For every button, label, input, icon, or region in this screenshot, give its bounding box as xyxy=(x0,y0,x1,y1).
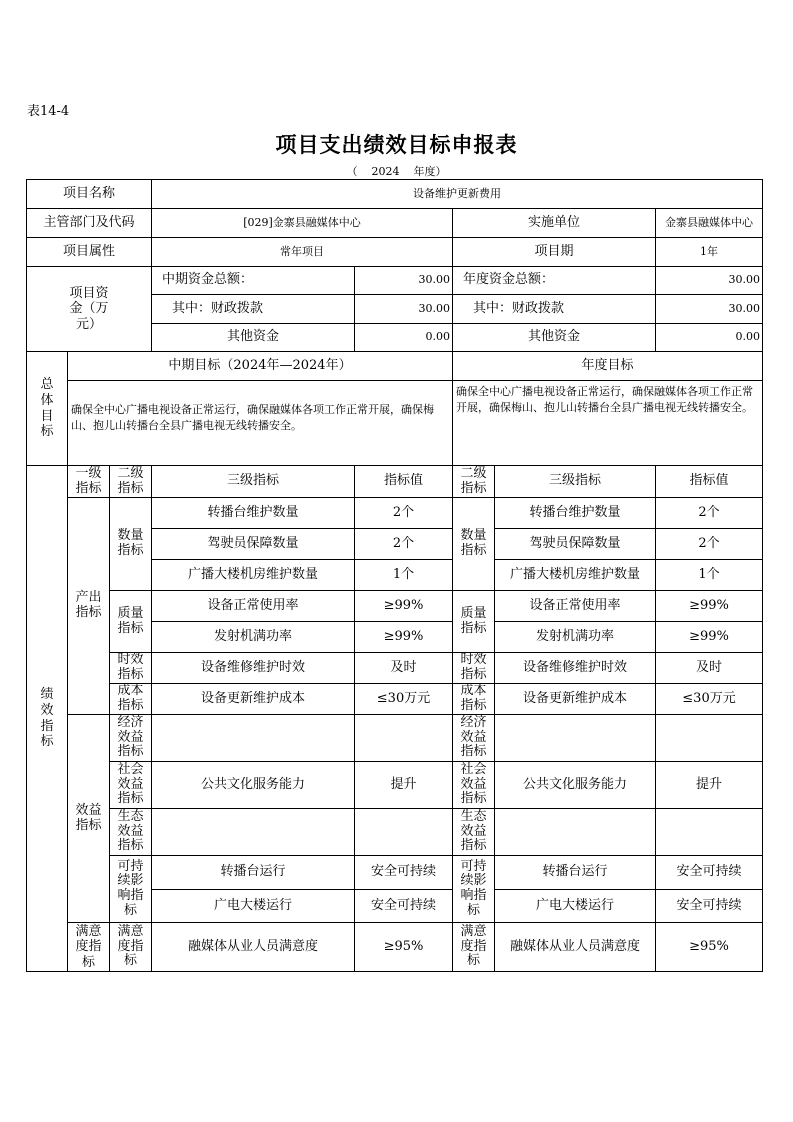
annual-goal-header: 年度目标 xyxy=(452,351,763,381)
level2-sustainable-text: 可持续影响指标 xyxy=(117,858,144,918)
level2-social-text: 社会效益指标 xyxy=(117,762,144,807)
header-level2 xyxy=(109,465,152,498)
page-title: 项目支出绩效目标申报表 xyxy=(275,133,518,157)
indicator-name: 公共文化服务能力 xyxy=(151,761,355,809)
indicator-name xyxy=(151,808,355,856)
indicator-value: ≥95% xyxy=(354,922,453,972)
goals-label-text: 总体目标 xyxy=(40,377,54,440)
annual-level2-ecological-text: 生态效益指标 xyxy=(460,809,487,854)
indicator-value: 安全可持续 xyxy=(354,889,453,923)
subtitle-suffix: 年度） xyxy=(413,165,447,178)
subtitle-year: 2024 xyxy=(371,165,400,178)
annual-level2-quantity xyxy=(452,497,495,591)
indicator-name: 转播台运行 xyxy=(151,855,355,890)
level2-economic xyxy=(109,714,152,762)
annual-indicator-value: 1个 xyxy=(655,559,763,591)
level1-output-text: 产出指标 xyxy=(75,590,102,620)
annual-indicator-name: 驾驶员保障数量 xyxy=(494,528,656,560)
level1-satisfaction xyxy=(67,922,110,972)
level2-quality-text: 质量指标 xyxy=(117,605,144,636)
annual-indicator-value: ≥99% xyxy=(655,621,763,653)
indicator-value: 2个 xyxy=(354,497,453,529)
annual-level2-satisfaction xyxy=(452,922,495,972)
level2-timeliness-text: 时效指标 xyxy=(117,652,144,682)
header-level1-text: 一级指标 xyxy=(75,465,102,496)
annual-indicator-value: 及时 xyxy=(655,652,763,684)
indicator-name xyxy=(151,714,355,762)
header-level3: 三级指标 xyxy=(151,465,355,498)
annual-level2-ecological xyxy=(452,808,495,856)
annual-indicator-name: 发射机满功率 xyxy=(494,621,656,653)
annual-indicator-name: 设备正常使用率 xyxy=(494,590,656,622)
year-other-value: 0.00 xyxy=(655,323,763,352)
annual-level2-social xyxy=(452,761,495,809)
annual-indicator-value: ≤30万元 xyxy=(655,683,763,715)
annual-level2-economic-text: 经济效益指标 xyxy=(460,715,487,760)
level2-ecological-text: 生态效益指标 xyxy=(117,809,144,854)
level2-ecological xyxy=(109,808,152,856)
indicator-value: ≥99% xyxy=(354,621,453,653)
indicator-value: ≤30万元 xyxy=(354,683,453,715)
indicator-value: ≥99% xyxy=(354,590,453,622)
annual-indicator-value xyxy=(655,714,763,762)
header-level2-text: 二级指标 xyxy=(117,465,144,496)
annual-indicator-name: 转播台维护数量 xyxy=(494,497,656,529)
annual-indicator-name: 设备更新维护成本 xyxy=(494,683,656,715)
annual-level2-quality-text: 质量指标 xyxy=(460,605,487,636)
mid-other-label: 其他资金 xyxy=(151,323,355,352)
mid-goal-header: 中期目标（2024年—2024年） xyxy=(67,351,453,381)
annual-indicator-name: 广播大楼机房维护数量 xyxy=(494,559,656,591)
form-code: 表14-4 xyxy=(27,104,70,119)
annual-indicator-name: 公共文化服务能力 xyxy=(494,761,656,809)
indicator-name: 设备维修维护时效 xyxy=(151,652,355,684)
project-name-label: 项目名称 xyxy=(26,179,152,209)
period-value: 1年 xyxy=(655,237,763,267)
level1-satisfaction-text: 满意度指标 xyxy=(75,923,102,970)
annual-level2-timeliness xyxy=(452,652,495,684)
indicator-name: 设备正常使用率 xyxy=(151,590,355,622)
indicator-name: 设备更新维护成本 xyxy=(151,683,355,715)
mid-fiscal-label: 其中：财政拨款 xyxy=(151,294,355,324)
indicator-name: 广电大楼运行 xyxy=(151,889,355,923)
annual-indicator-value: 2个 xyxy=(655,497,763,529)
indicator-name: 转播台维护数量 xyxy=(151,497,355,529)
indicator-name: 发射机满功率 xyxy=(151,621,355,653)
annual-indicator-value: ≥95% xyxy=(655,922,763,972)
impl-label: 实施单位 xyxy=(452,208,656,238)
funds-label-text: 项目资金（万元） xyxy=(69,285,109,332)
indicator-name: 驾驶员保障数量 xyxy=(151,528,355,560)
annual-indicator-name xyxy=(494,714,656,762)
indicator-value: 安全可持续 xyxy=(354,855,453,890)
level2-quality xyxy=(109,590,152,653)
level2-satisfaction-text: 满意度指标 xyxy=(117,924,144,969)
year-total-value: 30.00 xyxy=(655,266,763,295)
level2-quantity xyxy=(109,497,152,591)
level2-quantity-text: 数量指标 xyxy=(117,528,144,558)
annual-level2-sustainable-text: 可持续影响指标 xyxy=(460,858,487,918)
indicator-name: 融媒体从业人员满意度 xyxy=(151,922,355,972)
annual-level2-social-text: 社会效益指标 xyxy=(460,762,487,807)
indicator-value xyxy=(354,808,453,856)
level2-cost-text: 成本指标 xyxy=(117,683,144,713)
annual-level2-cost-text: 成本指标 xyxy=(460,683,487,713)
annual-level2-cost xyxy=(452,683,495,715)
year-total-label: 年度资金总额： xyxy=(452,266,656,295)
indicator-value: 提升 xyxy=(354,761,453,809)
annual-indicator-name: 广电大楼运行 xyxy=(494,889,656,923)
header-value-annual: 指标值 xyxy=(655,465,763,498)
annual-indicator-value: ≥99% xyxy=(655,590,763,622)
annual-indicator-name: 融媒体从业人员满意度 xyxy=(494,922,656,972)
mid-fiscal-value: 30.00 xyxy=(354,294,453,324)
performance-target-form xyxy=(26,179,763,972)
level1-output xyxy=(67,497,110,715)
header-level3-annual: 三级指标 xyxy=(494,465,656,498)
dept-value: [029]金寨县融媒体中心 xyxy=(151,208,453,238)
header-level2-annual-text: 二级指标 xyxy=(460,465,487,496)
year-fiscal-value: 30.00 xyxy=(655,294,763,324)
attr-label: 项目属性 xyxy=(26,237,152,267)
funds-label xyxy=(26,266,152,352)
mid-total-label: 中期资金总额： xyxy=(151,266,355,295)
attr-value: 常年项目 xyxy=(151,237,453,267)
indicator-value: 2个 xyxy=(354,528,453,560)
mid-total-value: 30.00 xyxy=(354,266,453,295)
level2-satisfaction xyxy=(109,922,152,972)
mid-goal-text: 确保全中心广播电视设备正常运行，确保融媒体各项工作正常开展，确保梅山、抱儿山转播台全县广播电视无线转播安全。 xyxy=(67,380,453,466)
level2-timeliness xyxy=(109,652,152,684)
annual-level2-quality xyxy=(452,590,495,653)
annual-level2-sustainable xyxy=(452,855,495,923)
header-level2-annual xyxy=(452,465,495,498)
annual-level2-economic xyxy=(452,714,495,762)
level1-benefit xyxy=(67,714,110,923)
annual-indicator-name: 设备维修维护时效 xyxy=(494,652,656,684)
year-other-label: 其他资金 xyxy=(452,323,656,352)
header-level1 xyxy=(67,465,110,498)
annual-level2-quantity-text: 数量指标 xyxy=(460,528,487,558)
annual-indicator-name: 转播台运行 xyxy=(494,855,656,890)
annual-level2-timeliness-text: 时效指标 xyxy=(460,652,487,682)
indicator-value: 及时 xyxy=(354,652,453,684)
indicator-value xyxy=(354,714,453,762)
annual-indicator-value: 安全可持续 xyxy=(655,889,763,923)
level2-economic-text: 经济效益指标 xyxy=(117,715,144,760)
level2-sustainable xyxy=(109,855,152,923)
indicator-name: 广播大楼机房维护数量 xyxy=(151,559,355,591)
dept-label: 主管部门及代码 xyxy=(26,208,152,238)
indicators-label-text: 绩效指标 xyxy=(40,687,54,750)
impl-value: 金寨县融媒体中心 xyxy=(655,208,763,238)
annual-indicator-name xyxy=(494,808,656,856)
mid-other-value: 0.00 xyxy=(354,323,453,352)
level2-social xyxy=(109,761,152,809)
indicator-value: 1个 xyxy=(354,559,453,591)
level1-benefit-text: 效益指标 xyxy=(75,802,102,833)
subtitle-open: （ xyxy=(346,165,358,178)
project-name-value: 设备维护更新费用 xyxy=(151,179,763,209)
page-subtitle xyxy=(0,163,793,179)
goals-label xyxy=(26,351,68,466)
level2-cost xyxy=(109,683,152,715)
annual-indicator-value: 提升 xyxy=(655,761,763,809)
annual-goal-text: 确保全中心广播电视设备正常运行，确保融媒体各项工作正常开展，确保梅山、抱儿山转播台全县广播电视无线转播安全。 xyxy=(452,380,763,466)
period-label: 项目期 xyxy=(452,237,656,267)
annual-level2-satisfaction-text: 满意度指标 xyxy=(460,924,487,969)
year-fiscal-label: 其中：财政拨款 xyxy=(452,294,656,324)
annual-indicator-value: 2个 xyxy=(655,528,763,560)
annual-indicator-value xyxy=(655,808,763,856)
header-value: 指标值 xyxy=(354,465,453,498)
indicators-label xyxy=(26,465,68,972)
annual-indicator-value: 安全可持续 xyxy=(655,855,763,890)
